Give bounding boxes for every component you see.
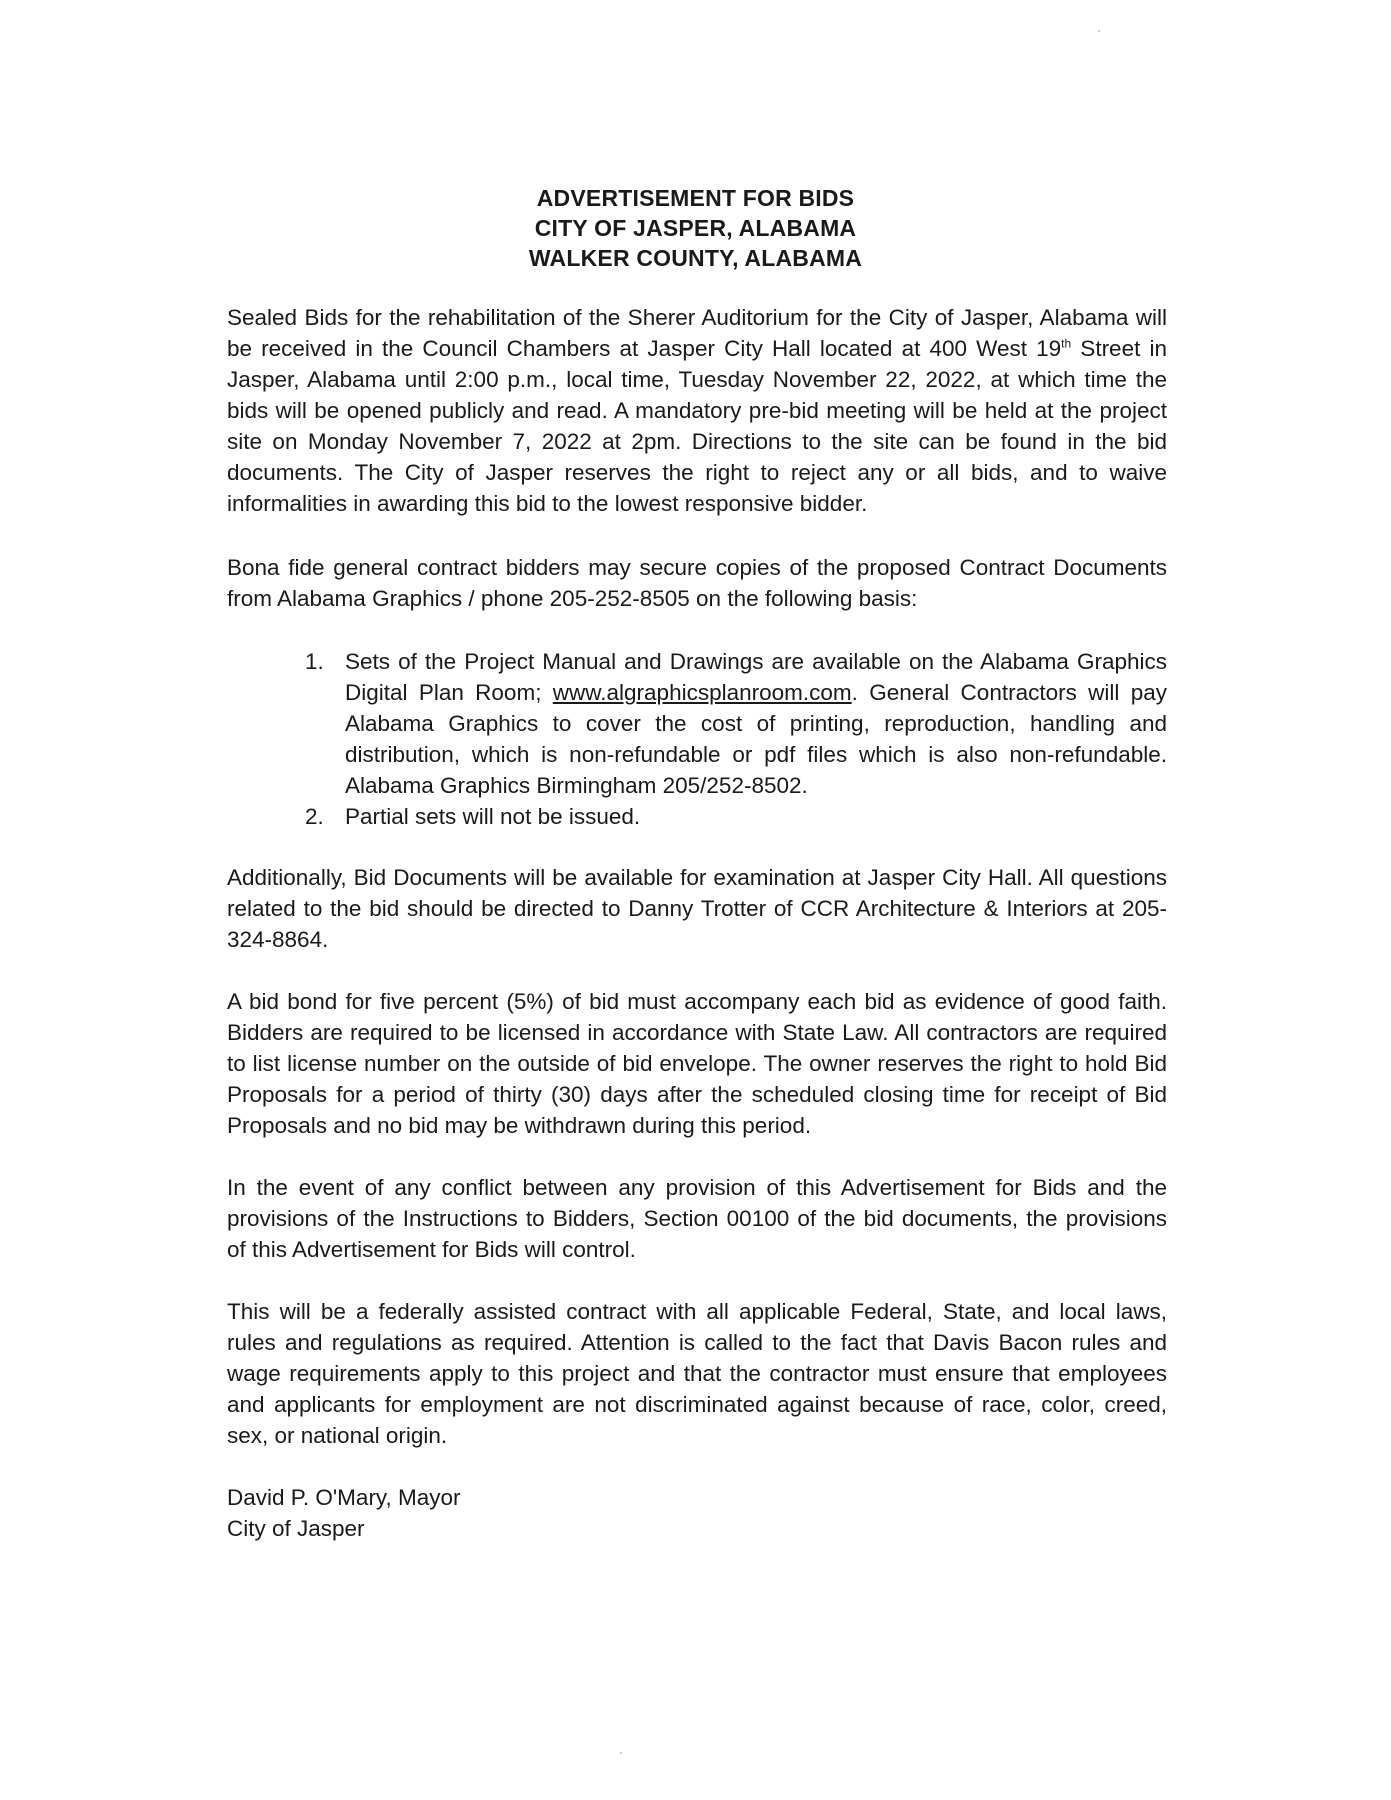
- ordinal-superscript: th: [1061, 336, 1072, 351]
- paragraph-sealed-bids: [227, 302, 1167, 519]
- scan-speck: [1098, 30, 1100, 32]
- paragraph-text: Street in Jasper, Alabama until 2:00 p.m., local time, Tuesday November 22, 2022, at which time the bids will be opened publicly and read. A mandatory pre-bid meeting will be held at the project site on Monday November 7, 2022 at 2pm. Directions to the site can be found in the bid documents. The City of Jasper reserves the right to reject any or all bids, and to waive informalities in awarding this bid to the lowest responsive bidder.: [227, 336, 1167, 516]
- paragraph-text: Additionally, Bid Documents will be available for examination at Jasper City Hall. All questions related to the bid should be directed to Danny Trotter of CCR Architecture & Interiors at 205-324-8864.: [227, 865, 1167, 952]
- paragraph-bidders: [227, 552, 1167, 614]
- scan-speck: [620, 1752, 622, 1754]
- list-number: 2.: [305, 804, 324, 829]
- document-header: [0, 183, 1391, 273]
- list-text: Partial sets will not be issued.: [345, 804, 641, 829]
- list-text: Sets of the Project Manual and Drawings are available on the Alabama Graphics Digital Plan Room;: [345, 649, 1167, 705]
- header-city: CITY OF JASPER, ALABAMA: [534, 215, 857, 241]
- plan-room-link[interactable]: www.algraphicsplanroom.com: [552, 680, 852, 705]
- numbered-list: [305, 646, 1167, 832]
- list-item: [305, 801, 1167, 832]
- paragraph-federal: [227, 1296, 1167, 1451]
- signer-name: David P. O'Mary, Mayor: [227, 1485, 461, 1510]
- list-text: . General Contractors will pay Alabama Graphics to cover the cost of printing, reproduction, handling and distribution, which is non-refundable or pdf files which is also non-refundable. Alabama Graphics Birmingham 205/252-8502.: [345, 680, 1167, 798]
- paragraph-conflict: [227, 1172, 1167, 1265]
- paragraph-text: A bid bond for five percent (5%) of bid must accompany each bid as evidence of good faith. Bidders are required to be licensed in accordance with State Law. All contractors are required to list license number on the outside of bid envelope. The owner reserves the right to hold Bid Proposals for a period of thirty (30) days after the scheduled closing time for receipt of Bid Proposals and no bid may be withdrawn during this period.: [227, 989, 1167, 1138]
- list-number: 1.: [305, 649, 324, 674]
- list-item: [305, 646, 1167, 801]
- header-title: ADVERTISEMENT FOR BIDS: [536, 185, 855, 211]
- paragraph-text: In the event of any conflict between any provision of this Advertisement for Bids and the provisions of the Instructions to Bidders, Section 00100 of the bid documents, the provisions of this Advertisement for Bids will control.: [227, 1175, 1167, 1262]
- paragraph-text: Sealed Bids for the rehabilitation of the Sherer Auditorium for the City of Jasper, Alabama will be received in the Council Chambers at Jasper City Hall located at 400 West 19: [227, 305, 1167, 361]
- paragraph-text: Bona fide general contract bidders may secure copies of the proposed Contract Documents from Alabama Graphics / phone 205-252-8505 on the following basis:: [227, 555, 1167, 611]
- paragraph-bid-bond: [227, 986, 1167, 1141]
- header-county: WALKER COUNTY, ALABAMA: [528, 245, 863, 271]
- paragraph-examination: [227, 862, 1167, 955]
- paragraph-text: This will be a federally assisted contract with all applicable Federal, State, and local laws, rules and regulations as required. Attention is called to the fact that Davis Bacon rules and wage requirements apply to this project and that the contractor must ensure that employees and applicants for employment are not discriminated against because of race, color, creed, sex, or national origin.: [227, 1299, 1167, 1448]
- signer-organization: City of Jasper: [227, 1516, 365, 1541]
- signature-block: [227, 1482, 461, 1544]
